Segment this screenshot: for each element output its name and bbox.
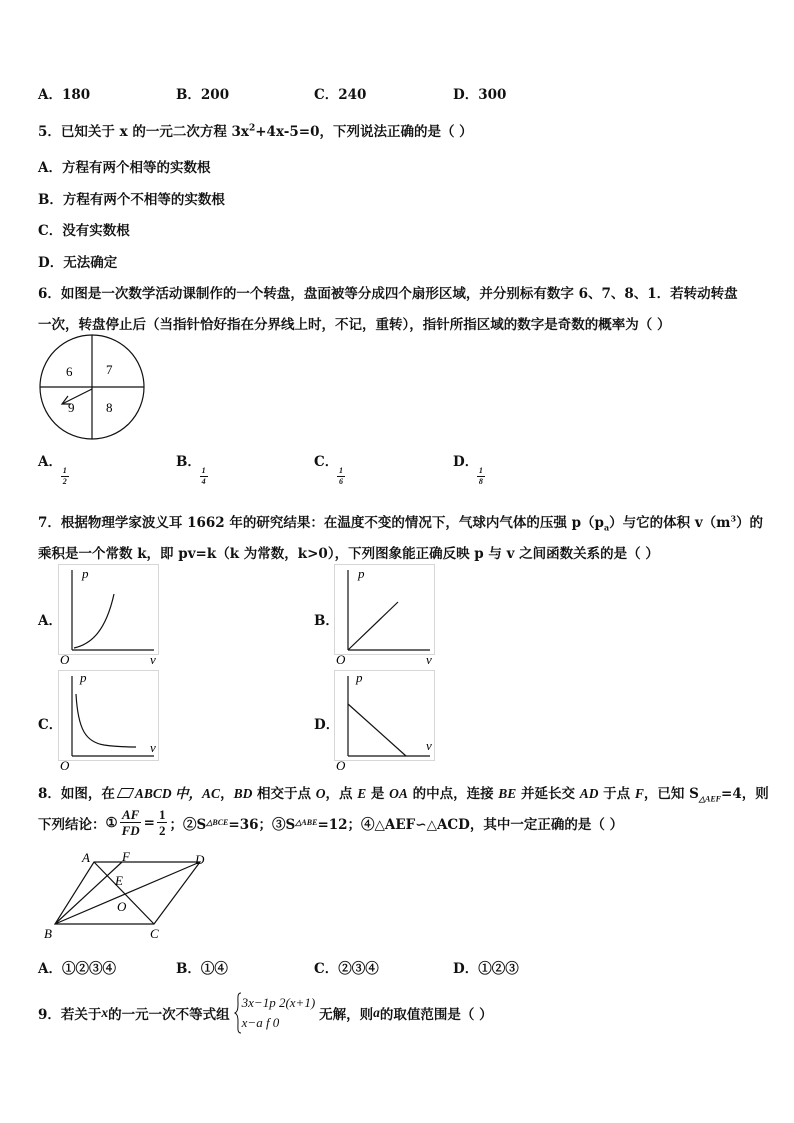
q6-option-label: D． — [453, 454, 479, 470]
q7-text: ）与它的体积 v（m — [609, 515, 731, 531]
x-axis-label: v — [426, 652, 432, 667]
graph-frame — [335, 565, 435, 655]
x-axis-label: v — [150, 740, 156, 755]
q8-text: ，点 — [325, 786, 358, 802]
point-c-label: C — [150, 926, 159, 941]
q6-option-label: B． — [176, 454, 201, 470]
fraction-numerator: AF — [121, 807, 140, 822]
q8-text: 下列结论： — [38, 816, 106, 833]
q7-subscript: a — [603, 522, 610, 533]
diagonal-bd — [55, 862, 200, 924]
fraction-numerator: 1 — [158, 807, 166, 822]
q7-option-c: C． — [38, 717, 63, 733]
q8-text: BE — [498, 786, 517, 801]
q7-option-b: B． — [314, 613, 339, 629]
parallelogram-figure — [40, 849, 220, 944]
graph-d — [334, 670, 440, 774]
line-decreasing — [348, 704, 406, 756]
q7-superscript: 3 — [730, 513, 737, 524]
q9-stem — [38, 992, 493, 1034]
q6-option-label: A． — [38, 454, 62, 470]
q8-fraction-half — [157, 808, 168, 837]
fraction-numerator: 1 — [201, 466, 206, 475]
q8-subscript: △BCE — [206, 818, 229, 827]
q5-stem-text: 5．已知关于 x 的一元二次方程 3x — [38, 124, 249, 140]
q8-text: O — [315, 786, 326, 801]
q8-fraction-af-fd — [120, 808, 142, 837]
q9-text: 的取值范围是（ ） — [379, 1007, 493, 1023]
q6-option-d-fraction — [477, 467, 485, 486]
fraction-numerator: 1 — [478, 466, 483, 475]
fraction-numerator: 1 — [338, 466, 343, 475]
curve-inverse — [76, 694, 136, 747]
q5-option-c: C．没有实数根 — [38, 223, 130, 239]
inequality-system — [234, 992, 316, 1034]
q8-subscript: △AEF — [698, 794, 722, 804]
q7-text: 7．根据物理学家波义耳 1662 年的研究结果：在温度不变的情况下，气球内气体的压强 p（p — [38, 515, 604, 531]
graph-b — [334, 564, 440, 668]
q6-stem-line2: 一次，转盘停止后（当指针恰好指在分界线上时，不记，重转），指针所指区域的数字是奇数的概率为（ ） — [38, 317, 671, 333]
diagonal-ac — [94, 862, 154, 924]
q6-option-d — [453, 450, 495, 486]
q6-option-a — [38, 450, 79, 486]
q8-option-b: B．①④ — [176, 961, 228, 977]
q8-text: E — [357, 786, 367, 801]
q8-text: AD — [579, 786, 599, 801]
graph-a — [58, 564, 164, 668]
q7-option-d: D． — [314, 717, 340, 733]
curve-increasing — [74, 594, 114, 648]
q8-text: 的中点，连接 — [407, 786, 499, 802]
q8-text: =36；③S — [228, 816, 296, 833]
q4-option-d: D．300 — [453, 87, 507, 103]
q5-stem — [38, 120, 473, 140]
q7-stem-line1 — [38, 511, 763, 533]
y-axis-label: p — [82, 566, 89, 581]
q6-option-b-fraction — [200, 467, 208, 486]
q7-text: ）的 — [736, 515, 764, 531]
q4-option-c: C．240 — [314, 87, 367, 103]
parallelogram-icon — [117, 788, 135, 798]
q8-text: ，已知 S — [643, 786, 699, 802]
q4-option-a: A．180 — [38, 87, 91, 103]
q8-circle-number: ① — [105, 814, 118, 831]
spinner-number: 6 — [66, 364, 73, 379]
q8-text: 于点 — [598, 786, 635, 802]
origin-label: O — [336, 652, 346, 667]
q8-text: ABCD 中， — [134, 786, 203, 801]
fraction-numerator: 1 — [62, 466, 67, 475]
q8-stem-line2 — [38, 808, 623, 837]
graph-c — [58, 670, 164, 774]
inequality-lines — [242, 993, 316, 1033]
graph-frame — [59, 671, 159, 761]
q9-text: 的一元一次不等式组 — [108, 1007, 230, 1023]
q7-option-a: A． — [38, 613, 62, 629]
fraction-denominator: 2 — [158, 823, 166, 838]
q9-variable: x — [101, 1005, 109, 1020]
y-axis-label: p — [80, 670, 87, 685]
x-axis-label: v — [426, 738, 432, 753]
q8-text: 相交于点 — [252, 786, 316, 802]
graph-frame — [59, 565, 159, 655]
point-f-label: F — [122, 849, 130, 864]
spinner-figure — [36, 334, 146, 440]
q8-stem-line1 — [38, 782, 769, 804]
q8-subscript: △ABE — [295, 818, 318, 827]
fraction-denominator: FD — [121, 823, 140, 838]
q6-option-b — [176, 450, 218, 486]
origin-label: O — [60, 758, 70, 773]
q6-option-label: C． — [314, 454, 339, 470]
fraction-denominator: 2 — [62, 477, 67, 486]
y-axis-label: p — [358, 566, 365, 581]
origin-label: O — [60, 652, 70, 667]
q8-text: 并延长交 — [516, 786, 580, 802]
left-brace-icon — [234, 992, 242, 1034]
q8-text: =4，则 — [721, 786, 769, 802]
origin-label: O — [336, 758, 346, 773]
q5-superscript: 2 — [248, 123, 256, 134]
q8-text: ， — [220, 786, 234, 802]
point-o-label: O — [117, 899, 127, 914]
spinner-pointer — [62, 389, 92, 404]
fraction-denominator: 6 — [338, 477, 343, 486]
line-proportional — [348, 602, 398, 650]
q8-text: 是 — [366, 786, 390, 802]
q8-text: BD — [233, 786, 253, 801]
q4-option-b: B．200 — [176, 87, 230, 103]
q6-option-a-fraction — [61, 467, 69, 486]
graph-frame — [335, 671, 435, 761]
q5-option-a: A．方程有两个相等的实数根 — [38, 160, 211, 176]
q5-option-b: B．方程有两个不相等的实数根 — [38, 192, 225, 208]
q6-option-c — [314, 450, 355, 486]
point-b-label: B — [44, 926, 52, 941]
q7-stem-line2: 乘积是一个常数 k，即 pv=k（k 为常数，k>0），下列图象能正确反映 p 与 v 之间函数关系的是（ ） — [38, 546, 659, 562]
q8-option-a: A．①②③④ — [38, 961, 116, 977]
q8-text: F — [634, 786, 644, 801]
q5-stem-text-2: +4x-5=0，下列说法正确的是（ ） — [255, 124, 473, 140]
fraction-denominator: 4 — [201, 477, 206, 486]
q8-text: OA — [389, 786, 408, 801]
q8-text: 8．如图，在 — [38, 786, 115, 802]
q8-text: ；②S — [169, 816, 207, 833]
point-d-label: D — [195, 852, 205, 867]
q9-text: 无解，则 — [319, 1007, 374, 1023]
point-a-label: A — [82, 850, 90, 865]
q8-text: =12；④△AEF∽△ACD，其中一定正确的是（ ） — [317, 816, 624, 833]
spinner-number: 9 — [68, 400, 75, 415]
q8-text: AC — [202, 786, 221, 801]
q6-option-c-fraction — [337, 467, 345, 486]
q5-option-d: D．无法确定 — [38, 255, 118, 271]
q8-text: = — [143, 814, 155, 831]
point-e-label: E — [115, 873, 123, 888]
y-axis-label: p — [356, 670, 363, 685]
q9-text: 9．若关于 — [38, 1007, 102, 1023]
inequality-2: x−a f 0 — [241, 1015, 280, 1030]
spinner-number: 8 — [106, 400, 113, 415]
q9-variable: a — [373, 1005, 380, 1020]
spinner-number: 7 — [106, 362, 113, 377]
q8-option-d: D．①②③ — [453, 961, 519, 977]
fraction-denominator: 8 — [478, 477, 483, 486]
x-axis-label: v — [150, 652, 156, 667]
inequality-1: 3x−1p 2(x+1) — [241, 995, 316, 1010]
q6-stem-line1: 6．如图是一次数学活动课制作的一个转盘，盘面被等分成四个扇形区域，并分别标有数字 6、7、8、1．若转动转盘 — [38, 286, 738, 302]
q8-option-c: C．②③④ — [314, 961, 379, 977]
